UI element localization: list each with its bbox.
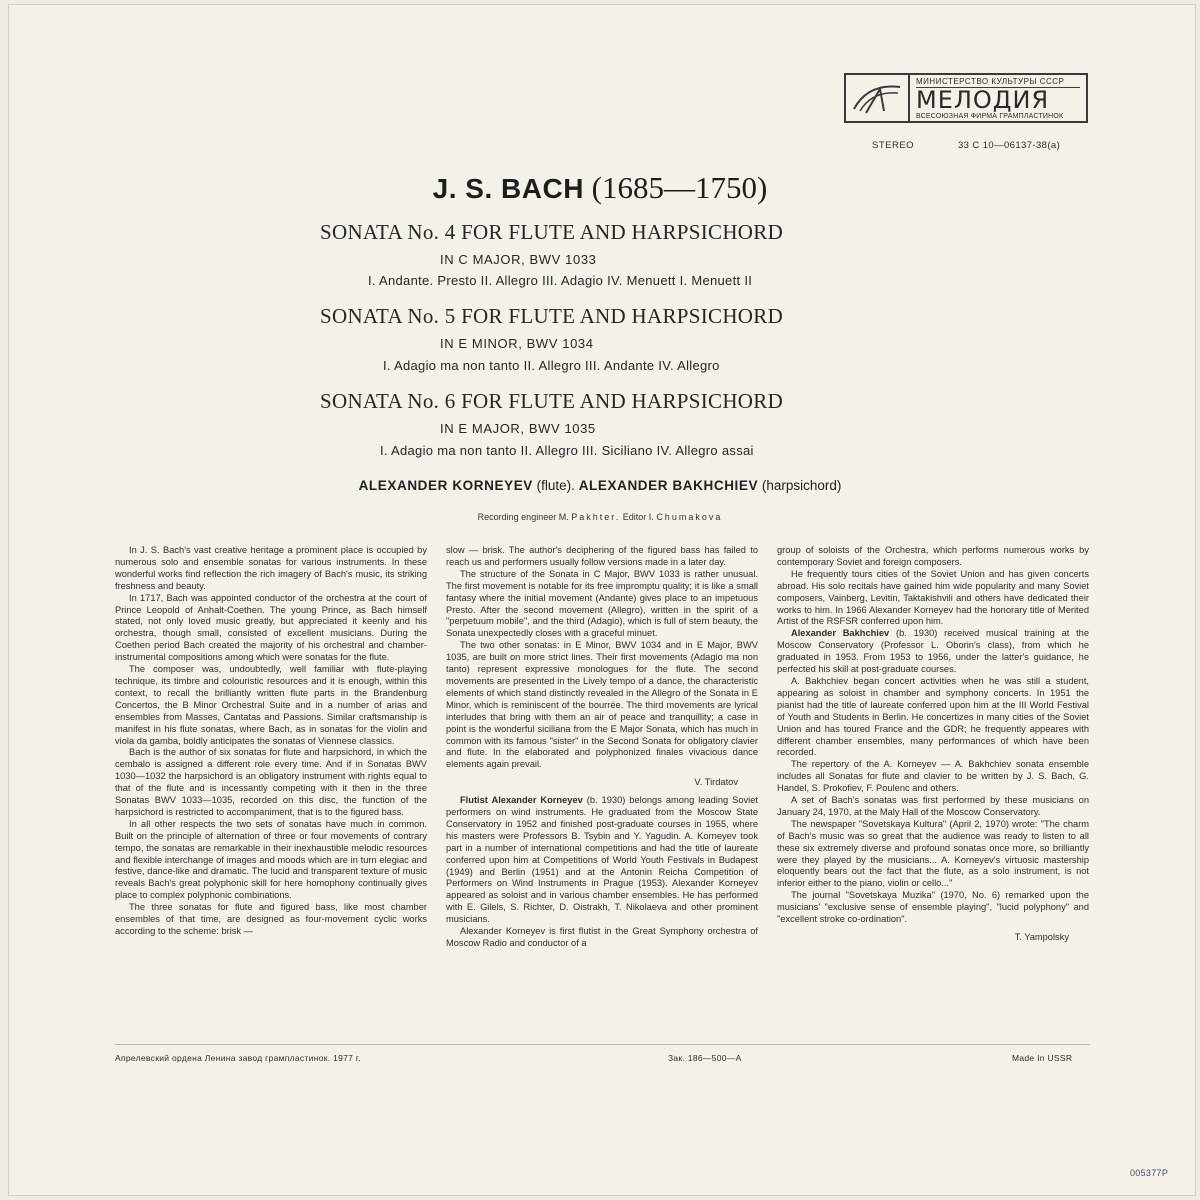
archive-code: 005377P (1130, 1168, 1169, 1178)
sonata-5-title: SONATA No. 5 FOR FLUTE AND HARPSICHORD (320, 304, 784, 328)
bio-text: (b. 1930) belongs among leading Soviet performers on wind instruments. He graduated from the Moscow State Conservatory in 1952 and finished post-graduate courses in 1955, where his masters were Professors B. Tsybin and Y. Yagudin. A. Korneyev took part in a number of international competitions and had the title of laureate conferred upon him at Competitions of World Youth Festivals in Budapest (1949) and Berlin (1951) and at the Antonin Reicha Competition of Performers on Wind Instruments in Prague (1953). Alexander Korneyev appeared as soloist and in various chamber ensembles. He has performed with E. Gilels, S. Richter, D. Oistrakh, T. Nikolaeva and other prominent musicians. (446, 795, 758, 925)
sonata-4-title: SONATA No. 4 FOR FLUTE AND HARPSICHORD (320, 220, 784, 244)
paragraph: Alexander Korneyev is first flutist in the Great Symphony orchestra of Moscow Radio and conductor of a (446, 926, 758, 948)
composer-dates: (1685—1750) (591, 170, 768, 205)
bio-text: (b. 1930) received musical training at the Moscow Conservatory (Professor L. Oborin's class), from which he graduated in 1953. From 1953 to 1956, under the latter's guidance, he perfected his skill at post-graduate courses. (777, 628, 1090, 675)
liner-notes-column-3 (777, 545, 1089, 950)
editor-label: Editor I. (622, 512, 654, 522)
footer-made-in: Made In USSR (1012, 1053, 1073, 1063)
engineer-label: Recording engineer M. (477, 512, 569, 522)
paragraph: He frequently tours cities of the Soviet Union and has given concerts abroad. His solo recitals have gained him wide popularity and many Soviet composers, Vainberg, Levitin, Taktakishvili and others have dedicated their works to him. In 1966 Alexander Korneyev had the honorary title of Merited Artist of the RSFSR conferred upon him. (777, 568, 1089, 627)
composer-name: J. S. BACH (432, 173, 584, 204)
catalog-number: 33 С 10—06137-38(а) (958, 140, 1061, 151)
melodiya-logo (844, 73, 1088, 123)
sonata-6-movements: I. Adagio ma non tanto II. Allegro III. Siciliano IV. Allegro assai (380, 443, 754, 458)
logo-text (910, 75, 1086, 121)
liner-notes-column-2 (446, 545, 758, 950)
logo-name: МЕЛОДИЯ (916, 85, 1050, 114)
paragraph: The repertory of the A. Korneyev — A. Bakhchiev sonata ensemble includes all Sonatas for flute and clavier to be written by J. S. Bach, G. Handel, S. Prokofiev, F. Poulenc and others. (777, 759, 1089, 794)
stereo-label: STEREO (872, 140, 915, 151)
footer-divider (115, 1044, 1090, 1045)
editor-name: Chumakova (656, 512, 723, 522)
paragraph: The newspaper "Sovetskaya Kultura" (April 2, 1970) wrote: "The charm of Bach's music was so great that the audience was ready to listen to all these six extremely diverse and profound sonatas once more, so brilliantly were they played by the musicians... A. Korneyev's virtuosic mastership eloquently bears out the fact that the flute, as a solo instrument, is not inferior either to the piano, violin or cello..." (777, 818, 1089, 889)
paragraph: The three sonatas for flute and figured bass, like most chamber ensembles of that time, are designed as four-movement cyclic works according to the scheme: brisk — (115, 902, 427, 936)
performer-1-name: ALEXANDER KORNEYEV (358, 478, 533, 493)
performers-line (0, 478, 1200, 493)
paragraph: A. Bakhchiev began concert activities when he was still a student, appearing as soloist in chamber and symphony concerts. In 1951 the pianist had the title of laureate conferred upon him at the III World Festival of Youth and Students in Berlin. He concertizes in many cities of the Soviet Union and has toured France and the GDR; he frequently appeares with different chamber ensembles, many performances of which have been recorded. (777, 675, 1089, 758)
paragraph (446, 795, 758, 926)
paragraph: The two other sonatas: in E Minor, BWV 1034 and in E Major, BWV 1035, are built on more strict lines. Their first movements (Adagio ma non tanto) represent expressive monologues for the flute. The second movements are presented in the Lively tempo of a dance, the characteristic elements of which stand distinctly revealed in the Allegro of the Sonata in E Minor, which is reminiscent of the bourrée. The third movements are lyrical interludes that bring with them an air of peace and tranquillity; a case in point is the wonderful siciliana from the E Major Sonata, which has much in common with its famous "sister" in the Second Sonata for obligatory clavier and flute. In the elaborated and polyphonized finales vivacious dance elements again prevail. (446, 640, 758, 770)
logo-firm: ВСЕСОЮЗНАЯ ФИРМА ГРАМПЛАСТИНОК (916, 112, 1064, 120)
sonata-5-key: IN E MINOR, BWV 1034 (440, 336, 594, 351)
paragraph: In 1717, Bach was appointed conductor of the orchestra at the court of Prince Leopold of Anhalt-Coethen. The young Prince, as Bach himself stated, not only loved music greatly, but appreciated it keenly and his orchestra, though small, consisted of excellent musicians. During the Coethen period Bach created the majority of his orchestral and chamber-instrumental compositions among which were sonatas for the flute. (115, 592, 427, 663)
sonata-6-title: SONATA No. 6 FOR FLUTE AND HARPSICHORD (320, 389, 784, 413)
paragraph: A set of Bach's sonatas was first performed by these musicians on January 24, 1970, at the Maly Hall of the Moscow Conservatory. (777, 795, 1089, 817)
melodiya-logo-mark-icon (846, 75, 910, 121)
sonata-6-key: IN E MAJOR, BWV 1035 (440, 421, 596, 436)
logo-ministry: МИНИСТЕРСТВО КУЛЬТУРЫ СССР (916, 76, 1080, 88)
performer-2-role: (harpsichord) (761, 478, 842, 493)
sonata-4-movements: I. Andante. Presto II. Allegro III. Adagio IV. Menuett I. Menuett II (368, 273, 753, 288)
recording-credits (0, 512, 1200, 522)
paragraph: In J. S. Bach's vast creative heritage a prominent place is occupied by numerous solo and ensemble sonatas for various instruments. In these wonderful works find reflection the rich imagery of Bach's music, its striking freshness and beauty. (115, 545, 427, 591)
bio-heading: Alexander Bakhchiev (791, 628, 890, 639)
bio-heading: Flutist Alexander Korneyev (460, 795, 583, 806)
paragraph: In all other respects the two sets of sonatas have much in common. Built on the principle of alternation of three or four movements of contrary tempo, the sonatas are remarkable in their inexhaustible melodic resources and flexible interchange of images and moods which are in turn elegiac and festive, dance-like and dramatic. The lucid and transparent texture of music reveals Bach's great polyphonic skill for here homophony continually gives place to complex polyphonic combinations. (115, 818, 427, 901)
paragraph: slow — brisk. The author's deciphering of the figured bass has failed to reach us and performers usually follow versions made in a later day. (446, 545, 758, 567)
paragraph: The composer was, undoubtedly, well familiar with flute-playing technique, its timbre and colouristic resources and it is enough, within this context, to recall the brilliantly written flute parts in the Brandenburg Concertos, the B Minor Orchestral Suite and in a number of arias and ensembles from Masses, Cantatas and Passions. Similar craftsmanship is manifest in his flute sonatas, where Bach, as in sonatas for the violin and viola da gamba, boldly anticipates the sonatas of Viennese classics. (115, 664, 427, 746)
paragraph (777, 628, 1089, 676)
paragraph: Bach is the author of six sonatas for flute and harpsichord, in which the cembalo is assigned a different role every time. And if in Sonatas BWV 1030—1032 the harpsichord is an obligatory instrument with rights equal to that of the flute and is incessantly competing with it then in the three Sonatas BWV 1033—1035, recorded on this disc, the function of the harpsichord is restricted to accompaniment, that is to the figured bass. (115, 747, 427, 817)
performer-1-role: (flute). (536, 478, 575, 493)
author-signature: T. Yampolsky (1014, 932, 1069, 942)
paragraph: The journal "Sovetskaya Muzika" (1970, No. 6) remarked upon the musicians' "exclusive sense of ensemble playing", "lucid polyphony" and "excellent stroke co-ordination". (777, 890, 1089, 925)
paragraph: The structure of the Sonata in C Major, BWV 1033 is rather unusual. The first movement is notable for its free impromptu quality; it is like a small fantasy where the initial movement (Andante) gives place to an impetuous Presto. After the second movement (Allegro), written in the spirit of a "perpetuum mobile", and the third (Adagio), which is full of stern beauty, the Sonata unexpectedly closes with a graceful minuet. (446, 568, 758, 639)
engineer-name: Pakhter. (571, 512, 621, 522)
sonata-5-movements: I. Adagio ma non tanto II. Allegro III. Andante IV. Allegro (383, 358, 720, 373)
sonata-4-key: IN C MAJOR, BWV 1033 (440, 252, 597, 267)
performer-2-name: ALEXANDER BAKHCHIEV (578, 478, 759, 493)
footer-order: Зак. 186—500—А (668, 1053, 742, 1063)
footer-plant: Апрелевский ордена Ленина завод грампластинок. 1977 г. (115, 1053, 361, 1063)
liner-notes-column-1 (115, 545, 427, 938)
composer-heading (0, 170, 1200, 206)
paragraph: group of soloists of the Orchestra, which performs numerous works by contemporary Soviet and foreign composers. (777, 545, 1089, 567)
author-signature: V. Tirdatov (694, 777, 738, 788)
